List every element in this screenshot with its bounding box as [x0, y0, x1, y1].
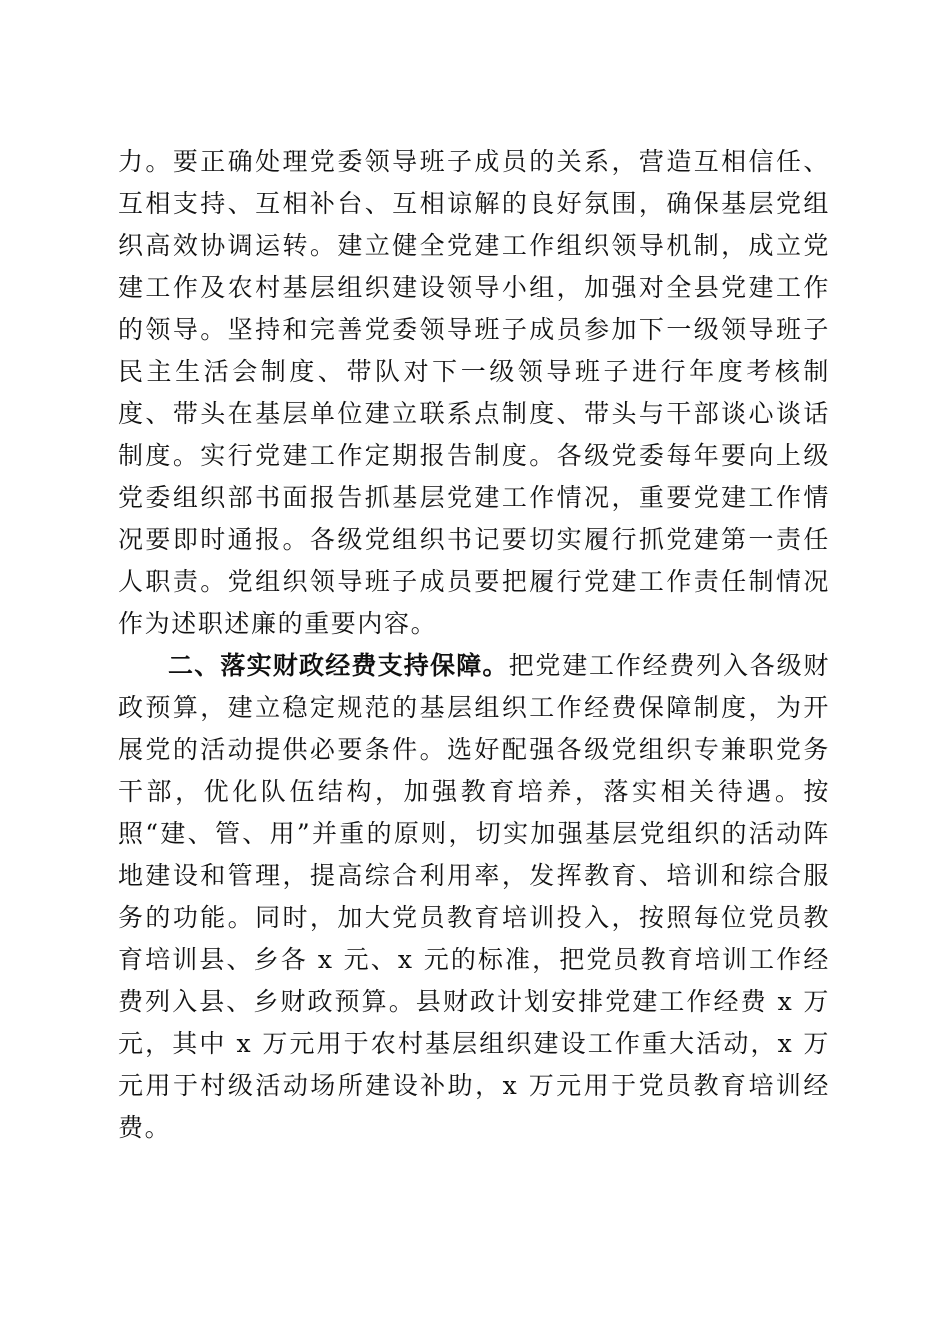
- paragraph-section-two: [118, 645, 830, 1149]
- section-heading: 二、落实财政经费支持保障。: [168, 651, 509, 680]
- document-body: [118, 141, 830, 1149]
- paragraph-text: 把党建工作经费列入各级财政预算，建立稳定规范的基层组织工作经费保障制度，为开展党的活动提供必要条件。选好配强各级党组织专兼职党务干部，优化队伍结构，加强教育培养，落实相关待遇。按照“建、管、用”并重的原则，切实加强基层党组织的活动阵地建设和管理，提高综合利用率，发挥教育、培训和综合服务的功能。同时，加大党员教育培训投入，按照每位党员教育培训县、乡各 x 元、x 元的标准，把党员教育培训工作经费列入县、乡财政预算。县财政计划安排党建工作经费 x 万元，其中 x 万元用于农村基层组织建设工作重大活动，x 万元用于村级活动场所建设补助，x 万元用于党员教育培训经费。: [118, 651, 830, 1142]
- paragraph-text: 力。要正确处理党委领导班子成员的关系，营造互相信任、互相支持、互相补台、互相谅解的良好氛围，确保基层党组织高效协调运转。建立健全党建工作组织领导机制，成立党建工作及农村基层组织建设领导小组，加强对全县党建工作的领导。坚持和完善党委领导班子成员参加下一级领导班子民主生活会制度、带队对下一级领导班子进行年度考核制度、带头在基层单位建立联系点制度、带头与干部谈心谈话制度。实行党建工作定期报告制度。各级党委每年要向上级党委组织部书面报告抓基层党建工作情况，重要党建工作情况要即时通报。各级党组织书记要切实履行抓党建第一责任人职责。党组织领导班子成员要把履行党建工作责任制情况作为述职述廉的重要内容。: [118, 147, 830, 638]
- paragraph-continuation: [118, 141, 830, 645]
